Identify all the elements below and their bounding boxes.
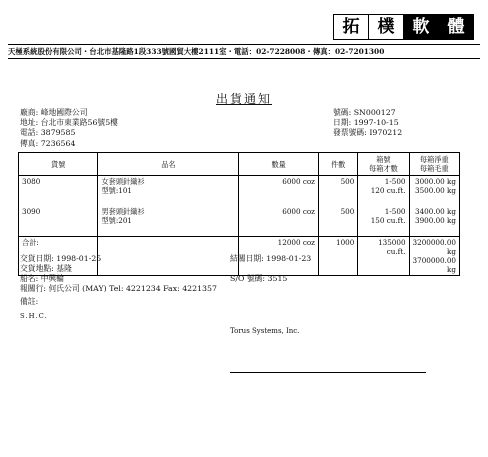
shc-mark: S.H.C. bbox=[20, 312, 48, 320]
document-date-label: 日期: bbox=[333, 118, 352, 128]
row-name bbox=[98, 206, 239, 237]
customer-address-label: 地址: bbox=[20, 118, 39, 128]
row-net-weight: 3400.00 kg bbox=[415, 207, 456, 216]
header-box-info bbox=[358, 153, 409, 176]
row-weight bbox=[409, 176, 459, 207]
invoice-number-row bbox=[333, 128, 402, 138]
row-pcs: 500 bbox=[318, 176, 357, 207]
invoice-number-label: 發票號碼: bbox=[333, 128, 367, 138]
delivery-date: 交貨日期: 1998-01-25 bbox=[20, 254, 102, 263]
row-box-no: 1-500 bbox=[384, 207, 406, 216]
document-title bbox=[0, 90, 488, 107]
header-weight-info bbox=[409, 153, 459, 176]
header-pieces: 件數 bbox=[318, 153, 357, 176]
remarks-label: 備註: bbox=[20, 297, 39, 306]
row-box bbox=[358, 176, 409, 207]
row-model: 型號:101 bbox=[101, 186, 132, 195]
header-box-no: 箱號 bbox=[376, 155, 391, 164]
row-qty: 6000 coz bbox=[239, 176, 319, 207]
total-qty: 12000 coz bbox=[239, 237, 319, 276]
delivery-place: 交貨地點: 基隆 bbox=[20, 264, 72, 273]
brand-char-2: 樸 bbox=[369, 15, 404, 39]
customer-info bbox=[20, 108, 118, 149]
table-row bbox=[19, 176, 460, 207]
document-number-row bbox=[333, 108, 402, 118]
header-box-cuft: 每箱才數 bbox=[369, 164, 398, 173]
customer-address-row bbox=[20, 118, 118, 128]
total-net-weight: 3200000.00 kg bbox=[412, 238, 456, 256]
customer-address: 台北市東業路56號5樓 bbox=[40, 118, 118, 128]
document-meta bbox=[333, 108, 402, 139]
row-gross-weight: 3900.00 kg bbox=[415, 216, 456, 225]
header-quantity: 數量 bbox=[239, 153, 319, 176]
customer-name: 峰地國際公司 bbox=[40, 108, 88, 117]
row-product-name: 男套頭針織衫 bbox=[101, 207, 145, 216]
row-weight bbox=[409, 206, 459, 237]
invoice-number: I970212 bbox=[369, 128, 403, 138]
table-row bbox=[19, 206, 460, 237]
row-code: 3090 bbox=[19, 206, 98, 237]
row-box-no: 1-500 bbox=[384, 177, 406, 186]
delivery-info bbox=[20, 254, 217, 294]
customer-fax: 7236564 bbox=[40, 138, 76, 148]
header-rule-top bbox=[8, 44, 480, 45]
ship-name: 船名: 中興輪 bbox=[20, 274, 65, 283]
customer-phone: 3879585 bbox=[40, 128, 76, 138]
customs-agent: 報關行: 何氏公司 (MAY) Tel: 4221234 Fax: 4221357 bbox=[20, 284, 217, 293]
document-number: SN000127 bbox=[353, 108, 396, 117]
document-number-label: 號碼: bbox=[333, 108, 352, 117]
document-title-text: 出貨通知 bbox=[215, 92, 272, 106]
row-name bbox=[98, 176, 239, 207]
total-weight bbox=[409, 237, 459, 276]
brand-char-1: 拓 bbox=[334, 15, 369, 39]
customer-name-label: 廠商: bbox=[20, 108, 39, 117]
company-english-name: Torus Systems, Inc. bbox=[230, 327, 300, 335]
row-gross-weight: 3500.00 kg bbox=[415, 186, 456, 195]
brand-logo bbox=[333, 14, 474, 40]
total-pcs: 1000 bbox=[318, 237, 357, 276]
customer-name-row bbox=[20, 108, 118, 118]
row-model: 型號:201 bbox=[101, 216, 132, 225]
row-box bbox=[358, 206, 409, 237]
document-date: 1997-10-15 bbox=[353, 118, 399, 128]
row-pcs: 500 bbox=[318, 206, 357, 237]
document-date-row bbox=[333, 118, 402, 128]
header-item-name: 品名 bbox=[98, 153, 239, 176]
closing-date: 結關日期: 1998-01-23 bbox=[230, 254, 312, 263]
customer-fax-row bbox=[20, 139, 118, 149]
row-net-weight: 3000.00 kg bbox=[415, 177, 456, 186]
total-cuft: 135000 cu.ft. bbox=[358, 237, 409, 276]
brand-char-3: 軟 bbox=[404, 15, 439, 39]
row-cuft: 150 cu.ft. bbox=[370, 216, 406, 225]
row-cuft: 120 cu.ft. bbox=[370, 186, 406, 195]
header-rule-bottom bbox=[8, 58, 480, 59]
customer-phone-label: 電話: bbox=[20, 128, 39, 138]
table-header-row bbox=[19, 153, 460, 176]
header-item-code: 貨號 bbox=[19, 153, 98, 176]
header-net-weight: 每箱淨重 bbox=[419, 155, 449, 164]
total-gross-weight: 3700000.00 kg bbox=[412, 256, 456, 274]
company-address-line: 天極系統股份有限公司・台北市基隆路1段333號國貿大樓2111室・電話：02-7228008・傳真：02-7201300 bbox=[8, 47, 385, 56]
customer-fax-label: 傳真: bbox=[20, 138, 39, 148]
signature-line bbox=[230, 372, 426, 373]
row-qty: 6000 coz bbox=[239, 206, 319, 237]
brand-char-4: 體 bbox=[439, 15, 473, 39]
row-code: 3080 bbox=[19, 176, 98, 207]
header-gross-weight: 每箱毛重 bbox=[419, 164, 449, 173]
closing-info bbox=[230, 254, 311, 284]
so-number: S/O 號碼: 3515 bbox=[230, 274, 288, 283]
row-product-name: 女套頭針織衫 bbox=[101, 177, 145, 186]
total-label: 合計: bbox=[19, 237, 98, 276]
customer-phone-row bbox=[20, 128, 118, 138]
